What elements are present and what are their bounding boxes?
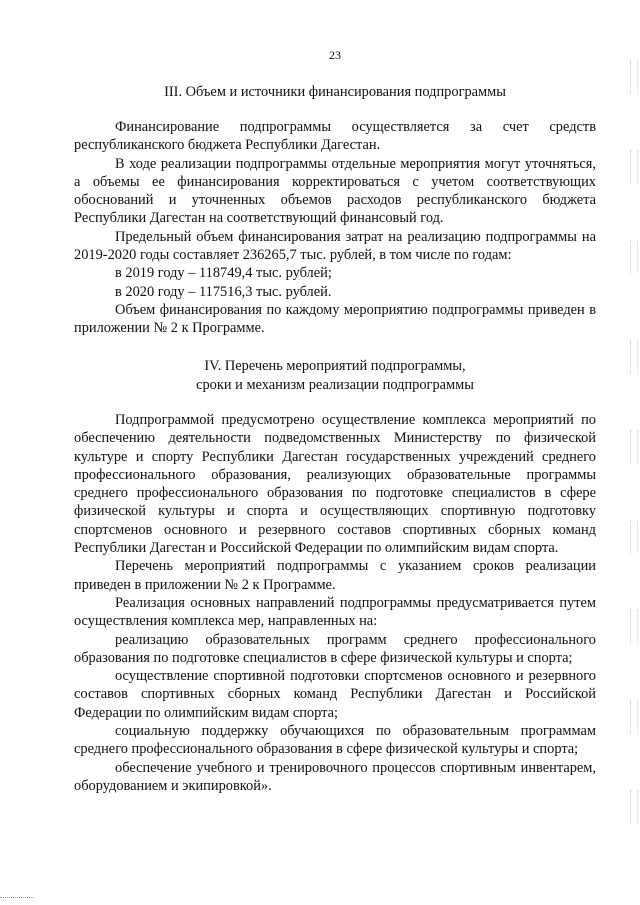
section-4-title (74, 357, 596, 394)
paragraph: обеспечение учебного и тренировочного процессов спортивным инвентарем, оборудованием и экипировкой». (74, 759, 596, 794)
paragraph: Финансирование подпрограммы осуществляется за счет средств республиканского бюджета Республики Дагестан. (74, 119, 596, 154)
section-4-title-line-1: IV. Перечень мероприятий подпрограммы, (204, 358, 466, 374)
section-4-title-line-2: сроки и механизм реализации подпрограммы (196, 376, 474, 393)
paragraph: Реализация основных направлений подпрограммы предусматривается путем осуществления комплекса мер, направленных на: (74, 594, 596, 630)
paragraph: реализацию образовательных программ среднего профессионального образования по подготовке специалистов в сфере физической культуры и спорта; (74, 631, 596, 666)
section-3-title: III. Объем и источники финансирования подпрограммы (164, 84, 506, 100)
paragraph: Подпрограммой предусмотрено осуществление комплекса мероприятий по обеспечению деятельности подведомственных Министерству по физической культуре и спорту Республики Дагестан государственных учреждений среднего профессионального образования, реализующих образовательные программы среднего профессионального образования по подготовке специалистов в сфере физической культуры и спорта и осуществляющих спортивную подготовку спортсменов основного и резервного составов спортивных сборных команд Республики Дагестан и Российской Федерации по олимпийским видам спорта. (74, 412, 596, 557)
section-3-body (74, 118, 596, 338)
scan-edge-marks (630, 40, 638, 900)
paragraph: социальную поддержку обучающихся по образовательным программам среднего профессионального образования в сфере физической культуры и спорта; (74, 723, 596, 758)
paragraph: Предельный объем финансирования затрат на реализацию подпрограммы на 2019-2020 годы составляет 236265,7 тыс. рублей, в том числе по годам: (74, 228, 596, 264)
paragraph: в 2019 году – 118749,4 тыс. рублей; (115, 265, 332, 282)
section-4-body (74, 411, 596, 795)
scan-bottom-mark (0, 897, 34, 899)
paragraph: Перечень мероприятий подпрограммы с указанием сроков реализации приведен в приложении № 2 к Программе. (74, 558, 596, 593)
paragraph: В ходе реализации подпрограммы отдельные мероприятия могут уточняться, а объемы ее финансирования корректироваться с учетом соответствующих обоснований и уточненных объемов расходов республиканского бюджета Республики Дагестан на соответствующий финансовый год. (74, 155, 596, 227)
paragraph: Объем финансирования по каждому мероприятию подпрограммы приведен в приложении № 2 к Программе. (74, 301, 596, 337)
paragraph: в 2020 году – 117516,3 тыс. рублей. (115, 283, 332, 300)
paragraph: осуществление спортивной подготовки спортсменов основного и резервного составов спортивных сборных команд Республики Дагестан и Российской Федерации по олимпийским видам спорта; (74, 668, 596, 721)
page-number: 23 (329, 48, 341, 62)
